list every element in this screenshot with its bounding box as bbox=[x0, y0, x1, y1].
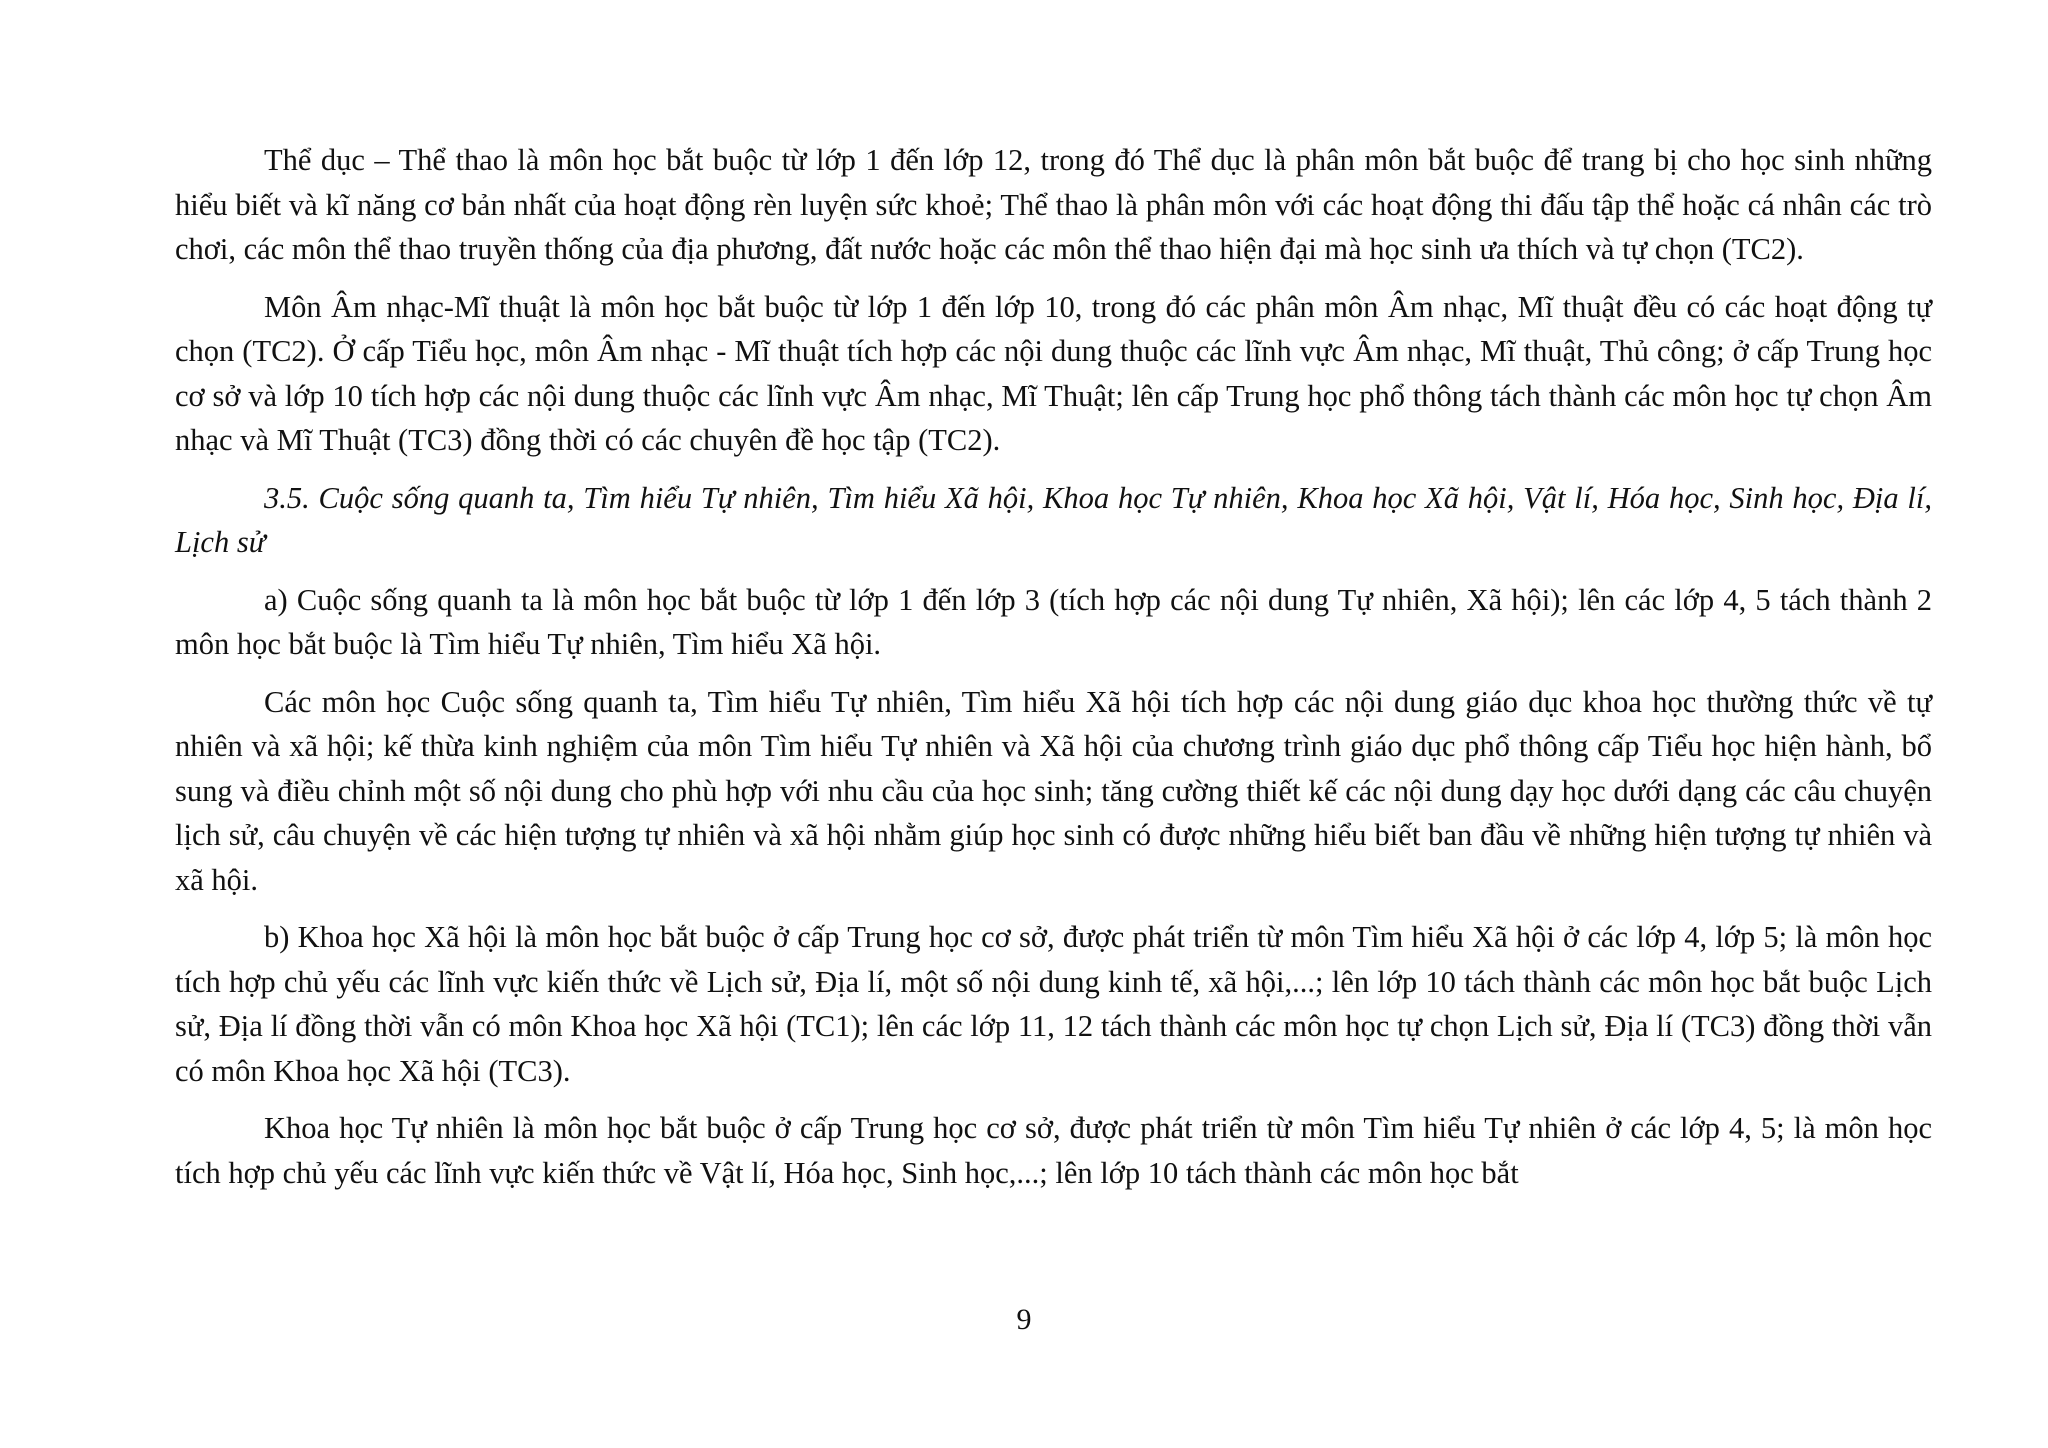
document-body bbox=[175, 138, 1932, 1208]
paragraph-music-fine-arts: Môn Âm nhạc-Mĩ thuật là môn học bắt buộc từ lớp 1 đến lớp 10, trong đó các phân môn Âm nhạc, Mĩ thuật đều có các hoạt động tự chọn (TC2). Ở cấp Tiểu học, môn Âm nhạc - Mĩ thuật tích hợp các nội dung thuộc các lĩnh vực Âm nhạc, Mĩ thuật, Thủ công; ở cấp Trung học cơ sở và lớp 10 tích hợp các nội dung thuộc các lĩnh vực Âm nhạc, Mĩ Thuật; lên cấp Trung học phổ thông tách thành các môn học tự chọn Âm nhạc và Mĩ Thuật (TC3) đồng thời có các chuyên đề học tập (TC2). bbox=[175, 289, 1932, 457]
section-heading-3-5: 3.5. Cuộc sống quanh ta, Tìm hiểu Tự nhiên, Tìm hiểu Xã hội, Khoa học Tự nhiên, Khoa học Xã hội, Vật lí, Hóa học, Sinh học, Địa lí, Lịch sử bbox=[175, 480, 1932, 559]
paragraph-item-b: b) Khoa học Xã hội là môn học bắt buộc ở cấp Trung học cơ sở, được phát triển từ môn Tìm hiểu Xã hội ở các lớp 4, lớp 5; là môn học tích hợp chủ yếu các lĩnh vực kiến thức về Lịch sử, Địa lí, một số nội dung kinh tế, xã hội,...; lên lớp 10 tách thành các môn học bắt buộc Lịch sử, Địa lí đồng thời vẫn có môn Khoa học Xã hội (TC1); lên các lớp 11, 12 tách thành các môn học tự chọn Lịch sử, Địa lí (TC3) đồng thời vẫn có môn Khoa học Xã hội (TC3). bbox=[175, 920, 1932, 1088]
paragraph-physical-education: Thể dục – Thể thao là môn học bắt buộc từ lớp 1 đến lớp 12, trong đó Thể dục là phân môn bắt buộc để trang bị cho học sinh những hiểu biết và kĩ năng cơ bản nhất của hoạt động rèn luyện sức khoẻ; Thể thao là phân môn với các hoạt động thi đấu tập thể hoặc cá nhân các trò chơi, các môn thể thao truyền thống của địa phương, đất nước hoặc các môn thể thao hiện đại mà học sinh ưa thích và tự chọn (TC2). bbox=[175, 143, 1932, 266]
paragraph-item-a: a) Cuộc sống quanh ta là môn học bắt buộc từ lớp 1 đến lớp 3 (tích hợp các nội dung Tự nhiên, Xã hội); lên các lớp 4, 5 tách thành 2 môn học bắt buộc là Tìm hiểu Tự nhiên, Tìm hiểu Xã hội. bbox=[175, 582, 1932, 661]
paragraph-natural-science: Khoa học Tự nhiên là môn học bắt buộc ở cấp Trung học cơ sở, được phát triển từ môn Tìm hiểu Tự nhiên ở các lớp 4, 5; là môn học tích hợp chủ yếu các lĩnh vực kiến thức về Vật lí, Hóa học, Sinh học,...; lên lớp 10 tách thành các môn học bắt bbox=[175, 1111, 1932, 1190]
paragraph-integrated-subjects: Các môn học Cuộc sống quanh ta, Tìm hiểu Tự nhiên, Tìm hiểu Xã hội tích hợp các nội dung giáo dục khoa học thường thức về tự nhiên và xã hội; kế thừa kinh nghiệm của môn Tìm hiểu Tự nhiên và Xã hội của chương trình giáo dục phổ thông cấp Tiểu học hiện hành, bổ sung và điều chỉnh một số nội dung cho phù hợp với nhu cầu của học sinh; tăng cường thiết kế các nội dung dạy học dưới dạng các câu chuyện lịch sử, câu chuyện về các hiện tượng tự nhiên và xã hội nhằm giúp học sinh có được những hiểu biết ban đầu về những hiện tượng tự nhiên và xã hội. bbox=[175, 684, 1932, 897]
page-number: 9 bbox=[1016, 1303, 1032, 1336]
